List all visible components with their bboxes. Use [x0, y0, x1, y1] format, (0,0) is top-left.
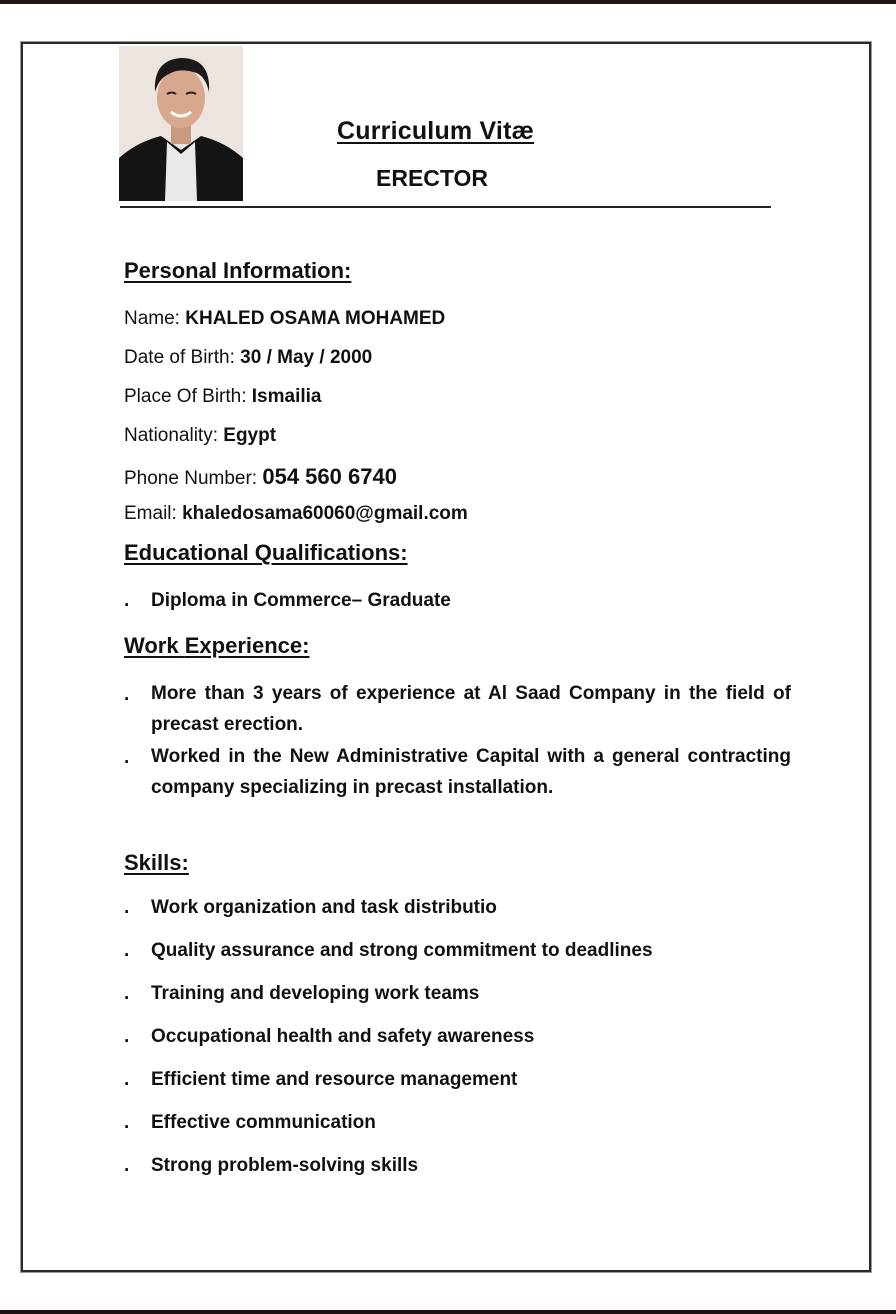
heading-part: Work — [124, 633, 179, 658]
skill-item-text: Occupational health and safety awareness — [151, 1026, 535, 1047]
phone-field — [124, 464, 397, 490]
bullet-icon: . — [124, 940, 130, 961]
skill-item-text: Work organization and task distributio — [151, 897, 497, 918]
skills-heading: Skills: — [124, 850, 189, 875]
place-of-birth-field — [124, 386, 322, 408]
heading-part: Experience: — [184, 633, 310, 658]
email-field — [124, 503, 468, 525]
field-label: Nationality: — [124, 425, 224, 446]
field-value: Egypt — [223, 425, 277, 446]
bullet-icon: . — [124, 590, 130, 611]
field-value: 054 560 6740 — [262, 464, 397, 489]
bullet-icon: . — [124, 1026, 130, 1047]
profile-photo — [119, 46, 243, 201]
field-label: Phone Number: — [124, 468, 263, 489]
field-label: Email: — [124, 503, 183, 524]
nationality-field — [124, 425, 276, 447]
field-value: khaledosama60060@gmail.com — [182, 503, 468, 524]
personal-info-heading: Personal Information: — [124, 258, 352, 283]
document-title: Curriculum Vitæ — [337, 117, 535, 145]
work-experience-item: Worked in the New Administrative Capital with a general contracting company specializing in precast installation. — [151, 746, 791, 798]
field-label: Date of Birth: — [124, 347, 241, 368]
date-of-birth-field — [124, 347, 372, 369]
work-experience-heading — [124, 633, 309, 659]
field-value: 30 / May / 2000 — [240, 347, 373, 368]
person-portrait-icon — [119, 46, 243, 201]
top-edge-bar — [0, 0, 896, 4]
skill-item-text: Quality assurance and strong commitment to deadlines — [151, 940, 653, 961]
skill-item-text: Efficient time and resource management — [151, 1069, 518, 1090]
work-experience-item: More than 3 years of experience at Al Saad Company in the field of precast erection. — [151, 683, 791, 735]
job-title: ERECTOR — [376, 165, 489, 191]
field-value: Ismailia — [251, 386, 322, 407]
education-item-text: Diploma in Commerce– Graduate — [151, 590, 451, 611]
skill-item-text: Training and developing work teams — [151, 983, 480, 1004]
education-heading: Educational Qualifications: — [124, 540, 408, 565]
field-label: Name: — [124, 308, 186, 329]
skill-item-text: Effective communication — [151, 1112, 376, 1133]
field-value: KHALED OSAMA MOHAMED — [185, 308, 446, 329]
bullet-icon: . — [124, 684, 130, 705]
bullet-icon: . — [124, 747, 130, 768]
bullet-icon: . — [124, 897, 130, 918]
bottom-edge-bar — [0, 1310, 896, 1314]
bullet-icon: . — [124, 1069, 130, 1090]
bullet-icon: . — [124, 1155, 130, 1176]
bullet-icon: . — [124, 983, 130, 1004]
skill-item-text: Strong problem-solving skills — [151, 1155, 419, 1176]
bullet-icon: . — [124, 1112, 130, 1133]
header-divider — [120, 206, 771, 208]
field-label: Place Of Birth: — [124, 386, 252, 407]
name-field — [124, 308, 445, 330]
